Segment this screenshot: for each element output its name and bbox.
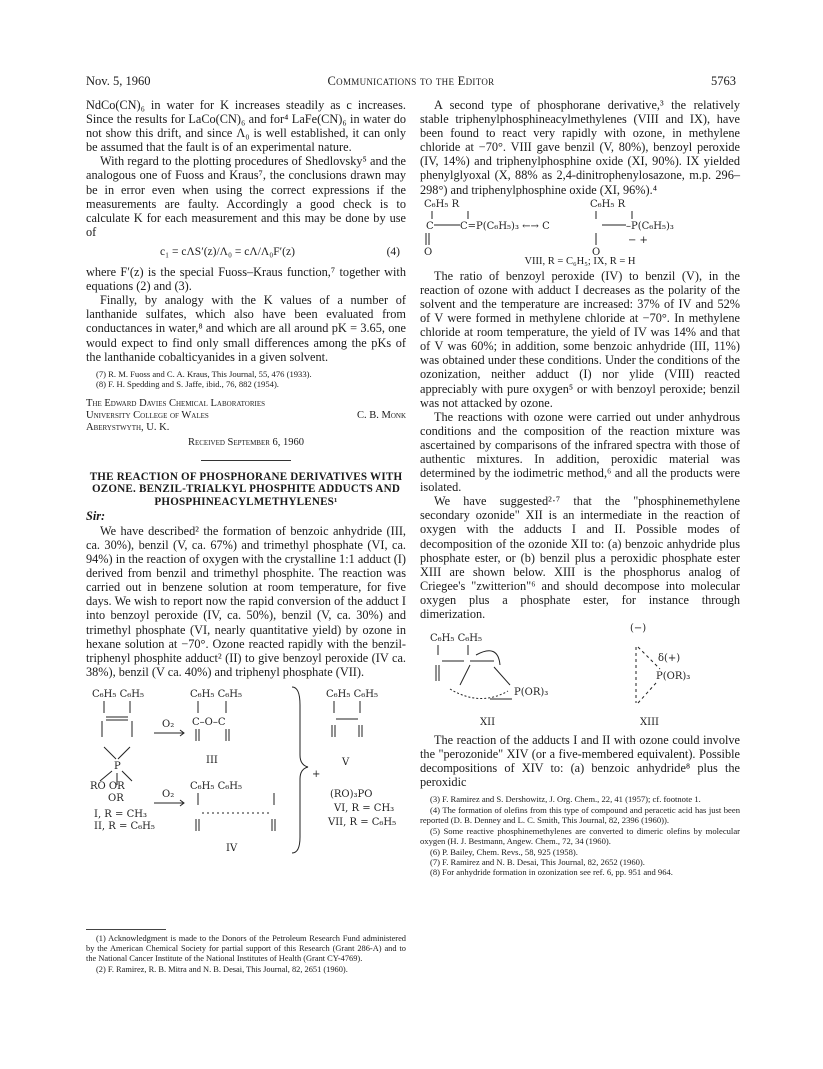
label-XIII: XIII	[640, 717, 659, 729]
ylide-o-right: O	[592, 246, 601, 255]
ylide-structure-drawing	[420, 197, 740, 255]
scheme-ro3po: (RO)₃PO	[330, 788, 373, 800]
header-date: Nov. 5, 1960	[86, 74, 151, 88]
scheme-def-VII: VII, R = C₆H₅	[328, 816, 397, 828]
ylide-structure	[420, 197, 740, 255]
right-paragraph-5: The reaction of the adducts I and II with ozone could involve the "perozonide" XIV (or a five-membered equivalent). Possible decompositions of XIV to: (a) benzoic anhydride⁸ plus the peroxidic	[420, 733, 740, 790]
ylide-charges: − +	[628, 234, 648, 246]
scheme-ro-or: RO OR	[90, 780, 125, 792]
left-references	[86, 369, 406, 390]
equation-text: c₁ = cΛS′(z)/Λ₀ = cΛ/Λ₀F′(z)	[160, 245, 295, 258]
scheme-plus: +	[312, 768, 321, 780]
left-paragraph-5: We have described² the formation of benzoic anhydride (III, ca. 30%), benzil (V, ca. 67%) and trimethyl phosphate (VI, ca. 94%) in the reaction of oxygen with the crystalline 1:1 adduct (I) derived from benzil and trimethyl phosphite. The reaction was carried out in benzene solution at room temperature, for five days. We wish to report now the rapid conversion of the adduct I into benzoyl peroxide (IV, ca. 50%), benzil (V, ca. 30%) and trimethyl phosphate (VI, nearly quantitative yield) by ozone in hexane solution at −70°. Ozone reacted rapidly with the benzil-triphenyl phosphite adduct² (II) to give benzoyl peroxide (IV ca. 38%), benzil (V ca. 40%) and triphenyl phosphate (VII).	[86, 523, 406, 679]
scheme-coc: C–O–C	[192, 716, 226, 728]
footnote-7: (7) F. Ramirez and N. B. Desai, This Journal, 82, 2652 (1960).	[430, 856, 645, 867]
right-column	[420, 98, 740, 878]
left-paragraph-2: With regard to the plotting procedures of Shedlovsky⁵ and the analogous one of Fuoss and Kraus⁷, the conclusions drawn may be in error even when using the correct expressions if the measurements are faulty. Accordingly a good check is to calculate K for each measurement and this may be done by use of	[86, 154, 406, 239]
reaction-scheme	[86, 685, 406, 921]
affiliation-line-1: The Edward Davies Chemical Laboratories	[86, 397, 266, 409]
footnote-5: (5) Some reactive phosphinemethylenes are converted to dimeric olefins by molecular oxygen (H. J. Bestmann, Angew. Chem., 72, 34 (1960).	[420, 825, 740, 847]
footnote-3: (3) F. Ramirez and S. Dershowitz, J. Org. Chem., 22, 41 (1957); cf. footnote 1.	[430, 794, 701, 805]
left-paragraph-3: where F′(z) is the special Fuoss–Kraus function,⁷ together with equations (2) and (3).	[86, 265, 406, 294]
ylide-phenyl-R-right: C₆H₅ R	[590, 198, 626, 210]
scheme-def-VI: VI, R = CH₃	[334, 802, 395, 814]
article-title: THE REACTION OF PHOSPHORANE DERIVATIVES WITH OZONE. BENZIL-TRIALKYL PHOSPHITE ADDUCTS AND PHOSPHINEACYLMETHYLENES¹	[89, 471, 403, 508]
reference-7: (7) R. M. Fuoss and C. A. Kraus, This Journal, 55, 476 (1933).	[96, 368, 312, 379]
left-paragraph-4: Finally, by analogy with the K values of a number of lanthanide sulfates, which also have been evaluated from conductances in water,⁸ and which are all around pK = 3.65, one would expect to find only small differences among the pKs of the lanthanide cobalticyanides in a given solvent.	[86, 293, 406, 364]
scheme-III-phenyls: C₆H₅ C₆H₅	[190, 688, 242, 700]
right-paragraph-1: A second type of phosphorane derivative,³ the relatively stable triphenylphosphineacylmethylenes (VIII and IX), have been found to react very rapidly with ozone, in methylene chloride at −70°. VIII gave benzil (V, 80%), benzoyl peroxide (IV, 14%) and triphenylphosphine oxide (XI, 90%). IX yielded phenylglyoxal (X, 88% as 2,4-dinitrophenylosazone, m.p. 296–298°) and triphenylphosphine oxide (XI, 96%).⁴	[420, 98, 740, 197]
ozonide-phenyls: C₆H₅ C₆H₅	[430, 633, 482, 645]
left-paragraph-1: NdCo(CN)₆ in water for K increases steadily as c increases. Since the results for LaCo(CN)₆ and for⁴ LaFe(CN)₆ in water do not show this drift, and since Λ₀ is well established, it can only be assumed that the fault is of an experimental nature.	[86, 98, 406, 155]
label-XII: XII	[480, 717, 496, 729]
right-footnotes	[420, 794, 740, 877]
scheme-V-phenyls: C₆H₅ C₆H₅	[326, 688, 378, 700]
zwitterion-minus: (−)	[630, 623, 647, 635]
left-column	[86, 98, 406, 975]
author-name: C. B. Monk	[356, 409, 406, 421]
scheme-def-I: I, R = CH₃	[94, 808, 147, 820]
equation-number: (4)	[386, 245, 400, 258]
scheme-ring-p: P	[114, 760, 121, 772]
footnote-4: (4) The formation of olefins from this type of compound and peracetic acid has just been reported (D. B. Denney and L. C. Smith, This Journal, 82, 2396 (1960)).	[420, 804, 740, 826]
footnote-1: (1) Acknowledgment is made to the Donors of the Petroleum Research Fund administered by the American Chemical Society for partial support of this Research (Grant 286-A) and to the National Cancer Institute of the National Institutes of Health (Grant CY-4769).	[86, 933, 406, 964]
scheme-label-IV: IV	[226, 842, 238, 854]
right-paragraph-2: The ratio of benzoyl peroxide (IV) to benzil (V), in the reaction of ozone with adduct I decreases as the polarity of the solvent and the temperature are increased: 37% of IV and 52% of V were formed in methylene chloride at −70°. In methylene chloride at room temperature, the yield of IV was 14% and that of V was 60%; in addition, some benzoic anhydride (III, 11%) was obtained under these conditions. Under the conditions of the ozonization, neither adduct (I) nor ylide (VIII) reacted appreciably with pure oxygen⁵ or with benzoyl peroxide; benzil was not attacked by ozone.	[420, 268, 740, 410]
scheme-def-II: II, R = C₆H₅	[94, 820, 155, 832]
footnote-divider	[86, 929, 166, 930]
scheme-o2-top: O₂	[162, 718, 175, 730]
scheme-or: OR	[108, 792, 124, 804]
affiliation-line-3: Aberystwyth, U. K.	[86, 421, 170, 433]
footnote-8: (8) For anhydride formation in ozonization see ref. 6, pp. 951 and 964.	[430, 867, 673, 878]
ylide-right: –P(C₆H₅)₃	[626, 220, 674, 232]
scheme-label-V: V	[342, 756, 350, 768]
header-page-number: 5763	[711, 74, 736, 88]
left-footnotes	[86, 934, 406, 975]
ozonide-structures	[420, 621, 740, 733]
scheme-adduct-phenyls: C₆H₅ C₆H₅	[92, 688, 144, 700]
running-header	[86, 74, 736, 90]
section-divider	[201, 460, 291, 461]
ylide-o-left: O	[424, 246, 433, 255]
salutation: Sir:	[86, 508, 106, 523]
affiliation-line-2: University College of Wales	[86, 409, 209, 421]
ozonide-por3: P(OR)₃	[514, 687, 549, 699]
scheme-IV-phenyl-left: C₆H₅ C₆H₅	[190, 780, 242, 792]
right-paragraph-4: We have suggested²·⁷ that the "phosphinemethylene secondary ozonide" XII is an intermediate in the reaction of oxygen with the adducts I and II. Possible modes of decomposition of the ozonide XII to: (a) benzoic anhydride plus phosphate ester, or (b) benzil plus a peroxidic phosphate ester XIII are shown below. XIII is the phosphorus analog of Criegee's "zwitterion"⁶ and should decompose into molecular oxygen plus a phosphate ester, for instance through dimerization.	[420, 494, 740, 621]
zwitterion-por2: P(OR)₃	[656, 671, 691, 683]
ylide-phenyl-R: C₆H₅ R	[424, 198, 460, 210]
footnote-6: (6) P. Bailey, Chem. Revs., 58, 925 (1958).	[430, 846, 578, 857]
ylide-middle: C=P(C₆H₅)₃ ←→ C	[460, 220, 550, 232]
reference-8: (8) F. H. Spedding and S. Jaffe, ibid., 76, 882 (1954).	[96, 379, 279, 390]
right-paragraph-3: The reactions with ozone were carried out under anhydrous conditions and the composition of the reaction mixture was ascertained by comparisons of the infrared spectra with those of authentic mixtures. In addition, peroxidic material was determined by the iodimetric method,⁶ and all the products were isolated.	[420, 409, 740, 495]
affiliation-block	[86, 398, 406, 435]
header-section: Communications to the Editor	[327, 74, 495, 88]
zwitterion-plus: δ(+)	[658, 653, 681, 665]
footnote-2: (2) F. Ramirez, R. B. Mitra and N. B. Desai, This Journal, 82, 2651 (1960).	[96, 964, 348, 974]
scheme-label-III: III	[206, 754, 218, 766]
received-date: Received September 6, 1960	[187, 437, 305, 449]
reaction-scheme-drawing	[86, 685, 406, 921]
ylide-c-left: C	[426, 220, 434, 232]
scheme-o2-bottom: O₂	[162, 788, 175, 800]
affiliation-row	[86, 410, 406, 422]
equation-4	[86, 245, 406, 259]
ozonide-structures-drawing	[420, 621, 740, 733]
ylide-caption: VIII, R = C₆H₅; IX, R = H	[524, 255, 636, 267]
